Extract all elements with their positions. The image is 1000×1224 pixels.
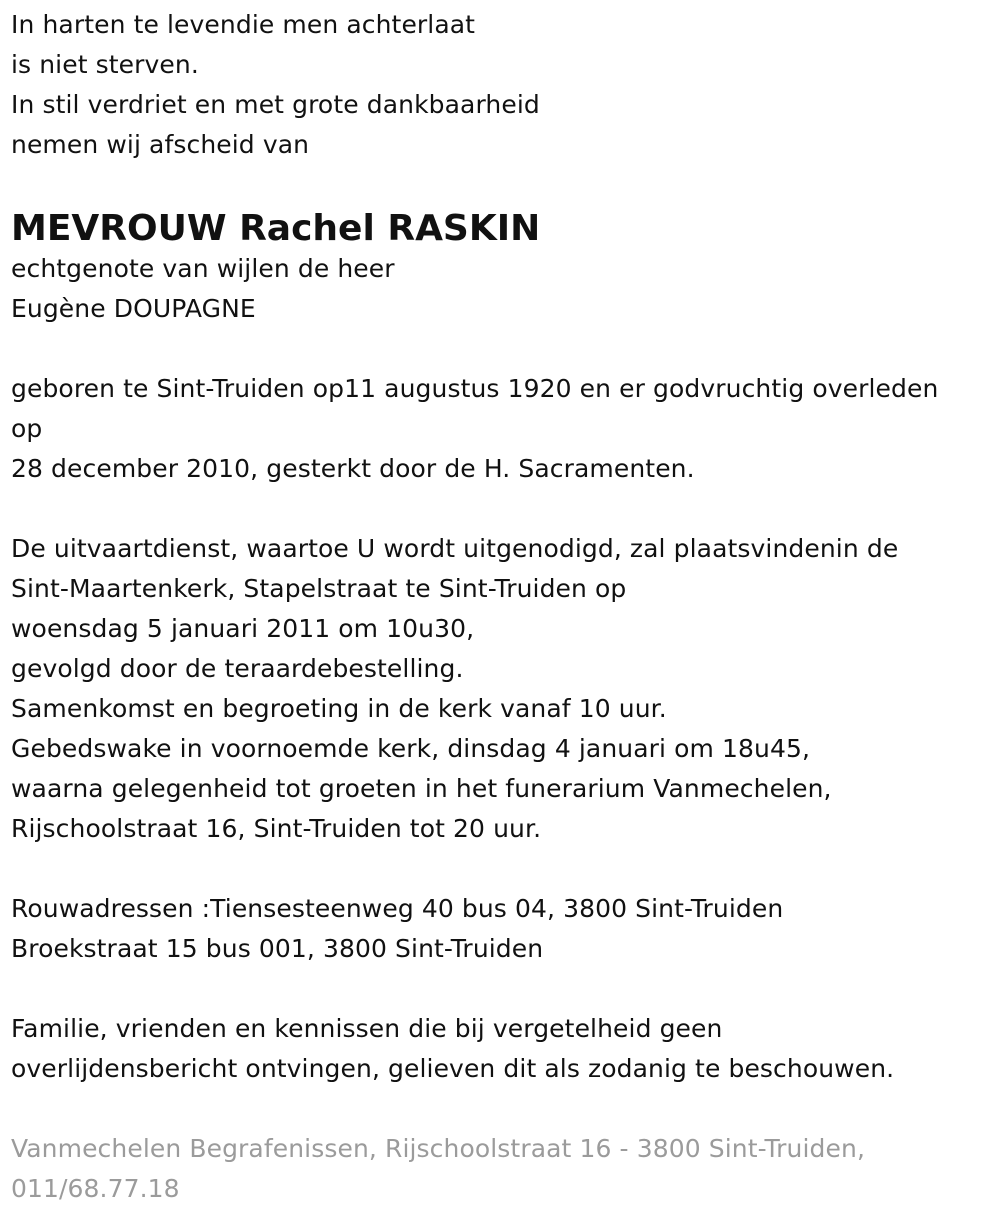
birth-death-line: 28 december 2010, gesterkt door de H. Sacramenten. (11, 454, 695, 483)
birth-death-line: geboren te Sint-Truiden op11 augustus 1920 en er godvruchtig overleden (11, 374, 939, 403)
addresses-block (11, 889, 991, 969)
intro-line: In harten te levendie men achterlaat (11, 10, 476, 39)
footer-line: 011/68.77.18 (11, 1174, 180, 1203)
service-line: Gebedswake in voornoemde kerk, dinsdag 4 januari om 18u45, (11, 734, 811, 763)
birth-death-block (11, 369, 991, 489)
footer-line: Vanmechelen Begrafenissen, Rijschoolstraat 16 - 3800 Sint-Truiden, (11, 1134, 865, 1163)
deceased-block (11, 209, 991, 329)
spacer (11, 849, 991, 889)
birth-death-line: op (11, 414, 43, 443)
service-line: gevolgd door de teraardebestelling. (11, 654, 464, 683)
intro-verse (11, 5, 991, 165)
spacer (11, 329, 991, 369)
notice-line: Familie, vrienden en kennissen die bij vergetelheid geen (11, 1014, 723, 1043)
intro-line: In stil verdriet en met grote dankbaarheid (11, 90, 540, 119)
intro-line: nemen wij afscheid van (11, 130, 310, 159)
service-line: Samenkomst en begroeting in de kerk vanaf 10 uur. (11, 694, 667, 723)
funeral-notice (11, 5, 991, 1209)
spacer (11, 489, 991, 529)
address-line: Broekstraat 15 bus 001, 3800 Sint-Truiden (11, 934, 544, 963)
service-line: Rijschoolstraat 16, Sint-Truiden tot 20 uur. (11, 814, 542, 843)
notice-block (11, 1009, 991, 1089)
spacer (11, 969, 991, 1009)
funeral-home-footer (11, 1129, 991, 1209)
notice-line: overlijdensbericht ontvingen, gelieven dit als zodanig te beschouwen. (11, 1054, 895, 1083)
deceased-name: MEVROUW Rachel RASKIN (11, 208, 541, 249)
service-line: De uitvaartdienst, waartoe U wordt uitgenodigd, zal plaatsvindenin de (11, 534, 899, 563)
spacer (11, 1089, 991, 1129)
service-line: woensdag 5 januari 2011 om 10u30, (11, 614, 475, 643)
service-line: Sint-Maartenkerk, Stapelstraat te Sint-Truiden op (11, 574, 627, 603)
address-line: Rouwadressen :Tiensesteenweg 40 bus 04, 3800 Sint-Truiden (11, 894, 784, 923)
service-line: waarna gelegenheid tot groeten in het funerarium Vanmechelen, (11, 774, 832, 803)
deceased-relation: echtgenote van wijlen de heer (11, 254, 395, 283)
service-block (11, 529, 991, 849)
spacer (11, 165, 991, 205)
deceased-spouse-name: Eugène DOUPAGNE (11, 294, 256, 323)
intro-line: is niet sterven. (11, 50, 199, 79)
